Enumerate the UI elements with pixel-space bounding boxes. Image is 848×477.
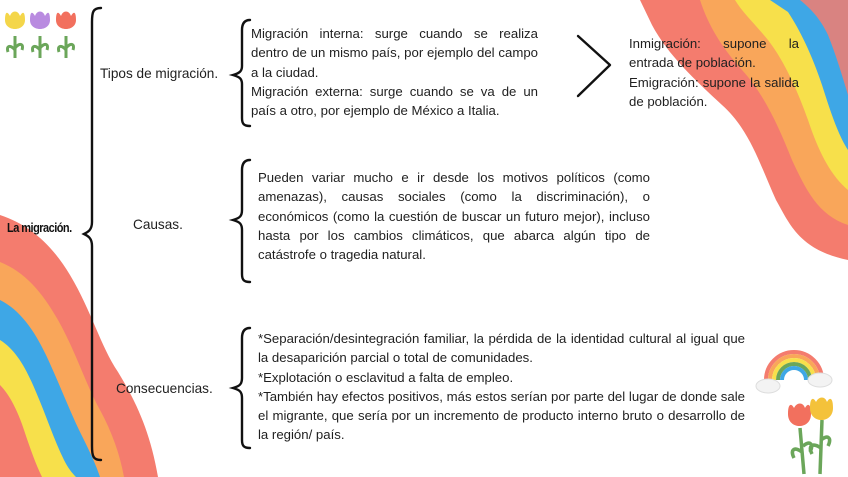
types-bracket bbox=[233, 20, 250, 126]
branch-label-tipos: Tipos de migración. bbox=[100, 66, 219, 81]
emigration-text: Emigración: supone la salida de población. bbox=[629, 74, 799, 109]
immigration-emigration-notes bbox=[629, 34, 799, 111]
consequences-description bbox=[258, 329, 745, 445]
types-description bbox=[251, 24, 538, 120]
immigration-text: Inmigración: supone la entrada de población. bbox=[629, 36, 799, 71]
branch-label-consecuencias: Consecuencias. bbox=[116, 381, 213, 396]
causes-text: Pueden variar mucho e ir desde los motivos políticos (como amenazas), causas sociales (como la discriminación), o económicos (como la cuestión de buscar un futuro mejor), incluso hasta por los cambios climáticos, que abarca algún tipo de catástrofe o tragedia natural. bbox=[258, 170, 650, 263]
branch-label-causas: Causas. bbox=[133, 217, 183, 232]
external-migration-text: Migración externa: surge cuando se va de un país a otro, por ejemplo de México a Italia. bbox=[251, 83, 538, 119]
causes-bracket bbox=[233, 160, 250, 282]
consequence-item: *También hay efectos positivos, más estos serían por parte del lugar de donde sale el migrante, que sería por un incremento de producto interno bruto o desarrollo de la región/ país. bbox=[258, 388, 745, 443]
arrow-connector bbox=[578, 36, 610, 96]
consequences-bracket bbox=[233, 328, 250, 448]
root-node-label: La migración. bbox=[7, 221, 72, 235]
consequence-item: *Separación/desintegración familiar, la pérdida de la identidad cultural al igual que la desaparición parcial o total de comunidades. bbox=[258, 331, 745, 366]
causes-description bbox=[258, 168, 650, 264]
internal-migration-text: Migración interna: surge cuando se realiza dentro de un mismo país, por ejemplo del campo a la ciudad. bbox=[251, 26, 538, 80]
consequence-item: *Explotación o esclavitud a falta de empleo. bbox=[258, 369, 514, 385]
root-bracket bbox=[84, 8, 101, 460]
